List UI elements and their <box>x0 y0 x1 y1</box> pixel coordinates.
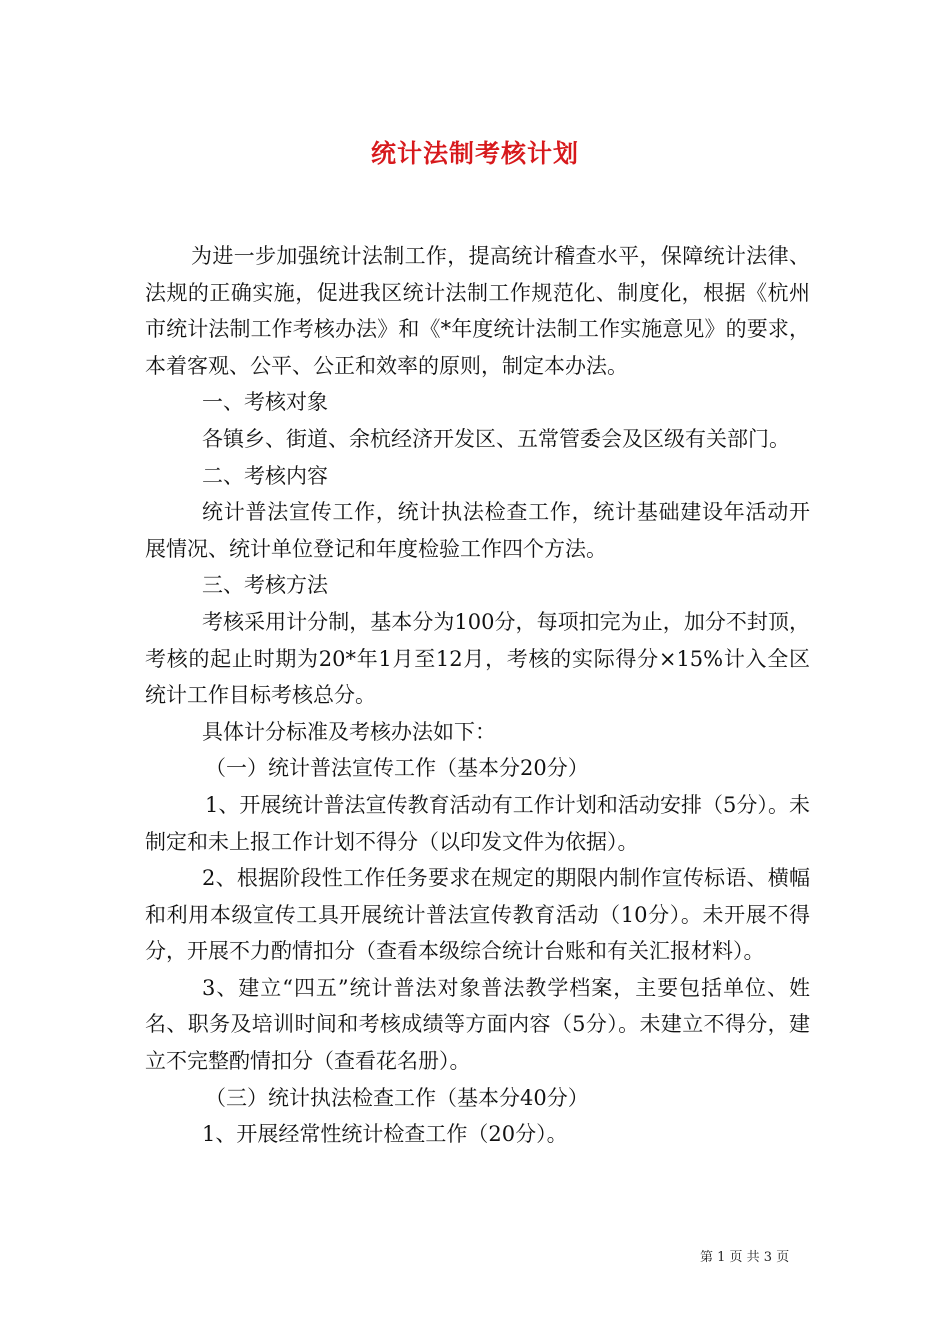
paragraph-method: 考核采用计分制，基本分为100分，每项扣完为止，加分不封顶，考核的起止时期为20*年1月至12月，考核的实际得分×15%计入全区统计工作目标考核总分。 <box>145 609 810 708</box>
intro-paragraph: 为进一步加强统计法制工作，提高统计稽查水平，保障统计法律、法规的正确实施，促进我区统计法制工作规范化、制度化，根据《杭州市统计法制工作考核办法》和《*年度统计法制工作实施意见》的要求，本着客观、公平、公正和效率的原则，制定本办法。 <box>145 244 810 378</box>
page-number-footer: 第 1 页 共 3 页 <box>700 1250 790 1265</box>
subsection-heading-inspection: （三）统计执法检查工作（基本分40分） <box>205 1085 589 1110</box>
section-heading-objects: 一、考核对象 <box>202 390 328 415</box>
paragraph-content: 统计普法宣传工作，统计执法检查工作，统计基础建设年活动开展情况、统计单位登记和年度检验工作四个方法。 <box>145 500 810 561</box>
document-body <box>145 238 810 1153</box>
section-heading-content: 二、考核内容 <box>202 463 328 488</box>
list-item-publicity-1: 1、开展统计普法宣传教育活动有工作计划和活动安排（5分）。未制定和未上报工作计划不得分（以印发文件为依据）。 <box>145 792 810 854</box>
list-item-inspection-1: 1、开展经常性统计检查工作（20分）。 <box>202 1122 568 1147</box>
section-heading-method: 三、考核方法 <box>202 573 328 598</box>
paragraph-standards-intro: 具体计分标准及考核办法如下： <box>202 719 496 744</box>
document-title: 统计法制考核计划 <box>370 139 579 168</box>
paragraph-objects: 各镇乡、街道、余杭经济开发区、五常管委会及区级有关部门。 <box>202 426 790 451</box>
subsection-heading-publicity: （一）统计普法宣传工作（基本分20分） <box>205 756 589 781</box>
list-item-publicity-2: 2、根据阶段性工作任务要求在规定的期限内制作宣传标语、横幅和利用本级宣传工具开展统计普法宣传教育活动（10分）。未开展不得分，开展不力酌情扣分（查看本级综合统计台账和有关汇报材料）。 <box>145 866 810 964</box>
list-item-publicity-3: 3、建立“四五”统计普法对象普法教学档案，主要包括单位、姓名、职务及培训时间和考核成绩等方面内容（5分）。未建立不得分，建立不完整酌情扣分（查看花名册）。 <box>145 975 810 1074</box>
